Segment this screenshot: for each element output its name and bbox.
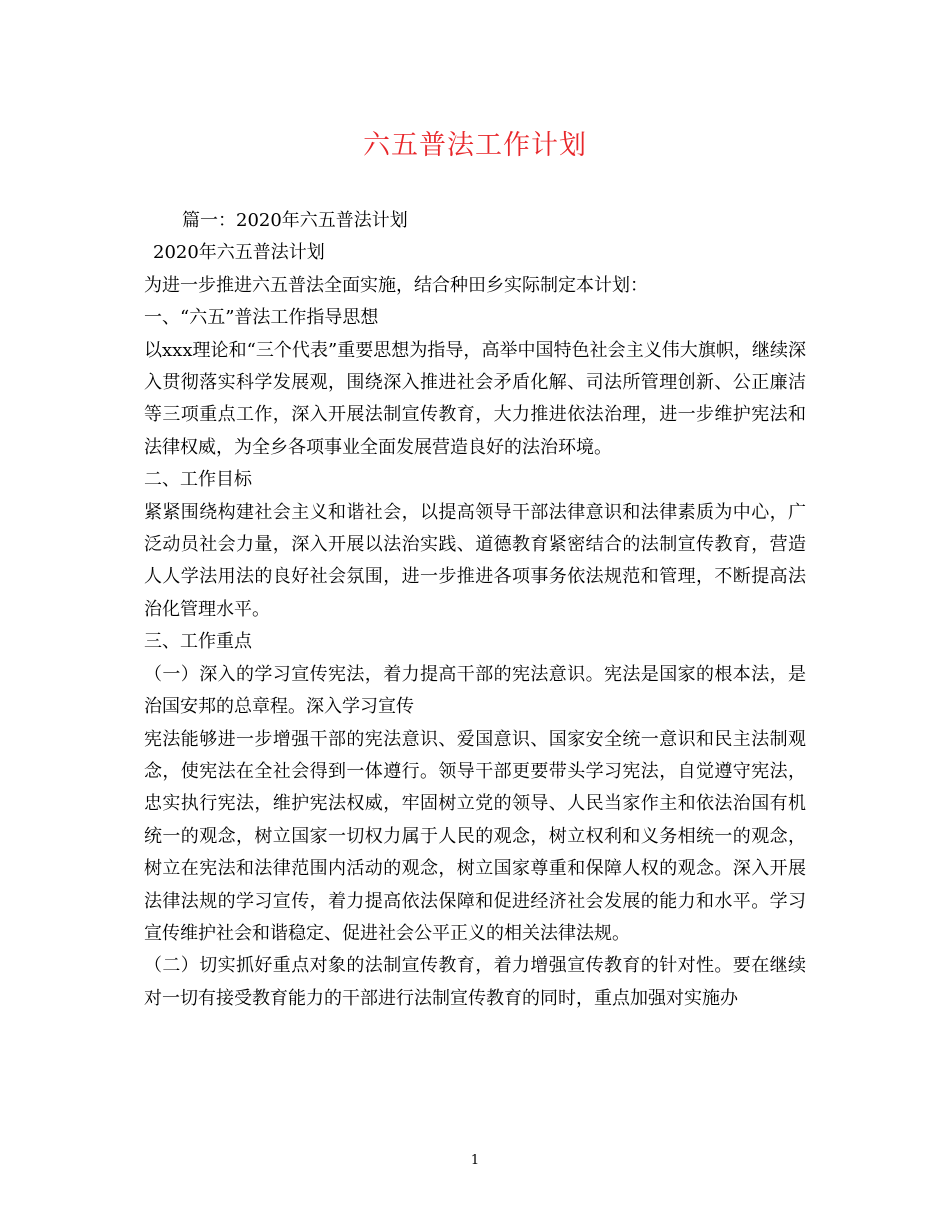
page-number: 1 <box>470 1153 480 1168</box>
paragraph-work-goals: 紧紧围绕构建社会主义和谐社会，以提高领导干部法律意识和法律素质为中心，广泛动员社会力量，深入开展以法治实践、道德教育紧密结合的法制宣传教育，营造人人学法用法的良好社会氛围，进一步推进各项事务依法规范和管理，不断提高法治化管理水平。 <box>144 501 806 620</box>
heading-work-goals: 二、工作目标 <box>144 469 252 491</box>
document-title: 六五普法工作计划 <box>363 130 587 161</box>
subtitle: 2020年六五普法计划 <box>153 242 325 264</box>
paragraph-guiding-ideology: 以xxx理论和“三个代表”重要思想为指导，高举中国特色社会主义伟大旗帜，继续深入贯彻落实科学发展观，围绕深入推进社会矛盾化解、司法所管理创新、公正廉洁等三项重点工作，深入开展法制宣传教育，大力推进依法治理，进一步维护宪法和法律权威，为全乡各项事业全面发展营造良好的法治环境。 <box>144 339 806 458</box>
paragraph-constitution: 宪法能够进一步增强干部的宪法意识、爱国意识、国家安全统一意识和民主法制观念，使宪法在全社会得到一体遵行。领导干部更要带头学习宪法，自觉遵守宪法，忠实执行宪法，维护宪法权威，牢固树立党的领导、人民当家作主和依法治国有机统一的观念，树立国家一切权力属于人民的观念，树立权利和义务相统一的观念，树立在宪法和法律范围内活动的观念，树立国家尊重和保障人权的观念。深入开展法律法规的学习宣传，着力提高依法保障和促进经济社会发展的能力和水平。学习宣传维护社会和谐稳定、促进社会公平正义的相关法律法规。 <box>144 728 806 944</box>
heading-guiding-ideology: 一、“六五”普法工作指导思想 <box>144 307 379 329</box>
intro-paragraph: 为进一步推进六五普法全面实施，结合种田乡实际制定本计划： <box>144 274 648 296</box>
section-heading-part-one: 篇一：2020年六五普法计划 <box>182 210 408 231</box>
paragraph-focus-two: （二）切实抓好重点对象的法制宣传教育，着力增强宣传教育的针对性。要在继续对一切有接受教育能力的干部进行法制宣传教育的同时，重点加强对实施办 <box>144 955 806 1009</box>
heading-work-focus: 三、工作重点 <box>144 631 252 653</box>
document-body <box>144 205 806 1015</box>
paragraph-focus-one: （一）深入的学习宣传宪法，着力提高干部的宪法意识。宪法是国家的根本法，是治国安邦的总章程。深入学习宣传 <box>144 663 806 718</box>
